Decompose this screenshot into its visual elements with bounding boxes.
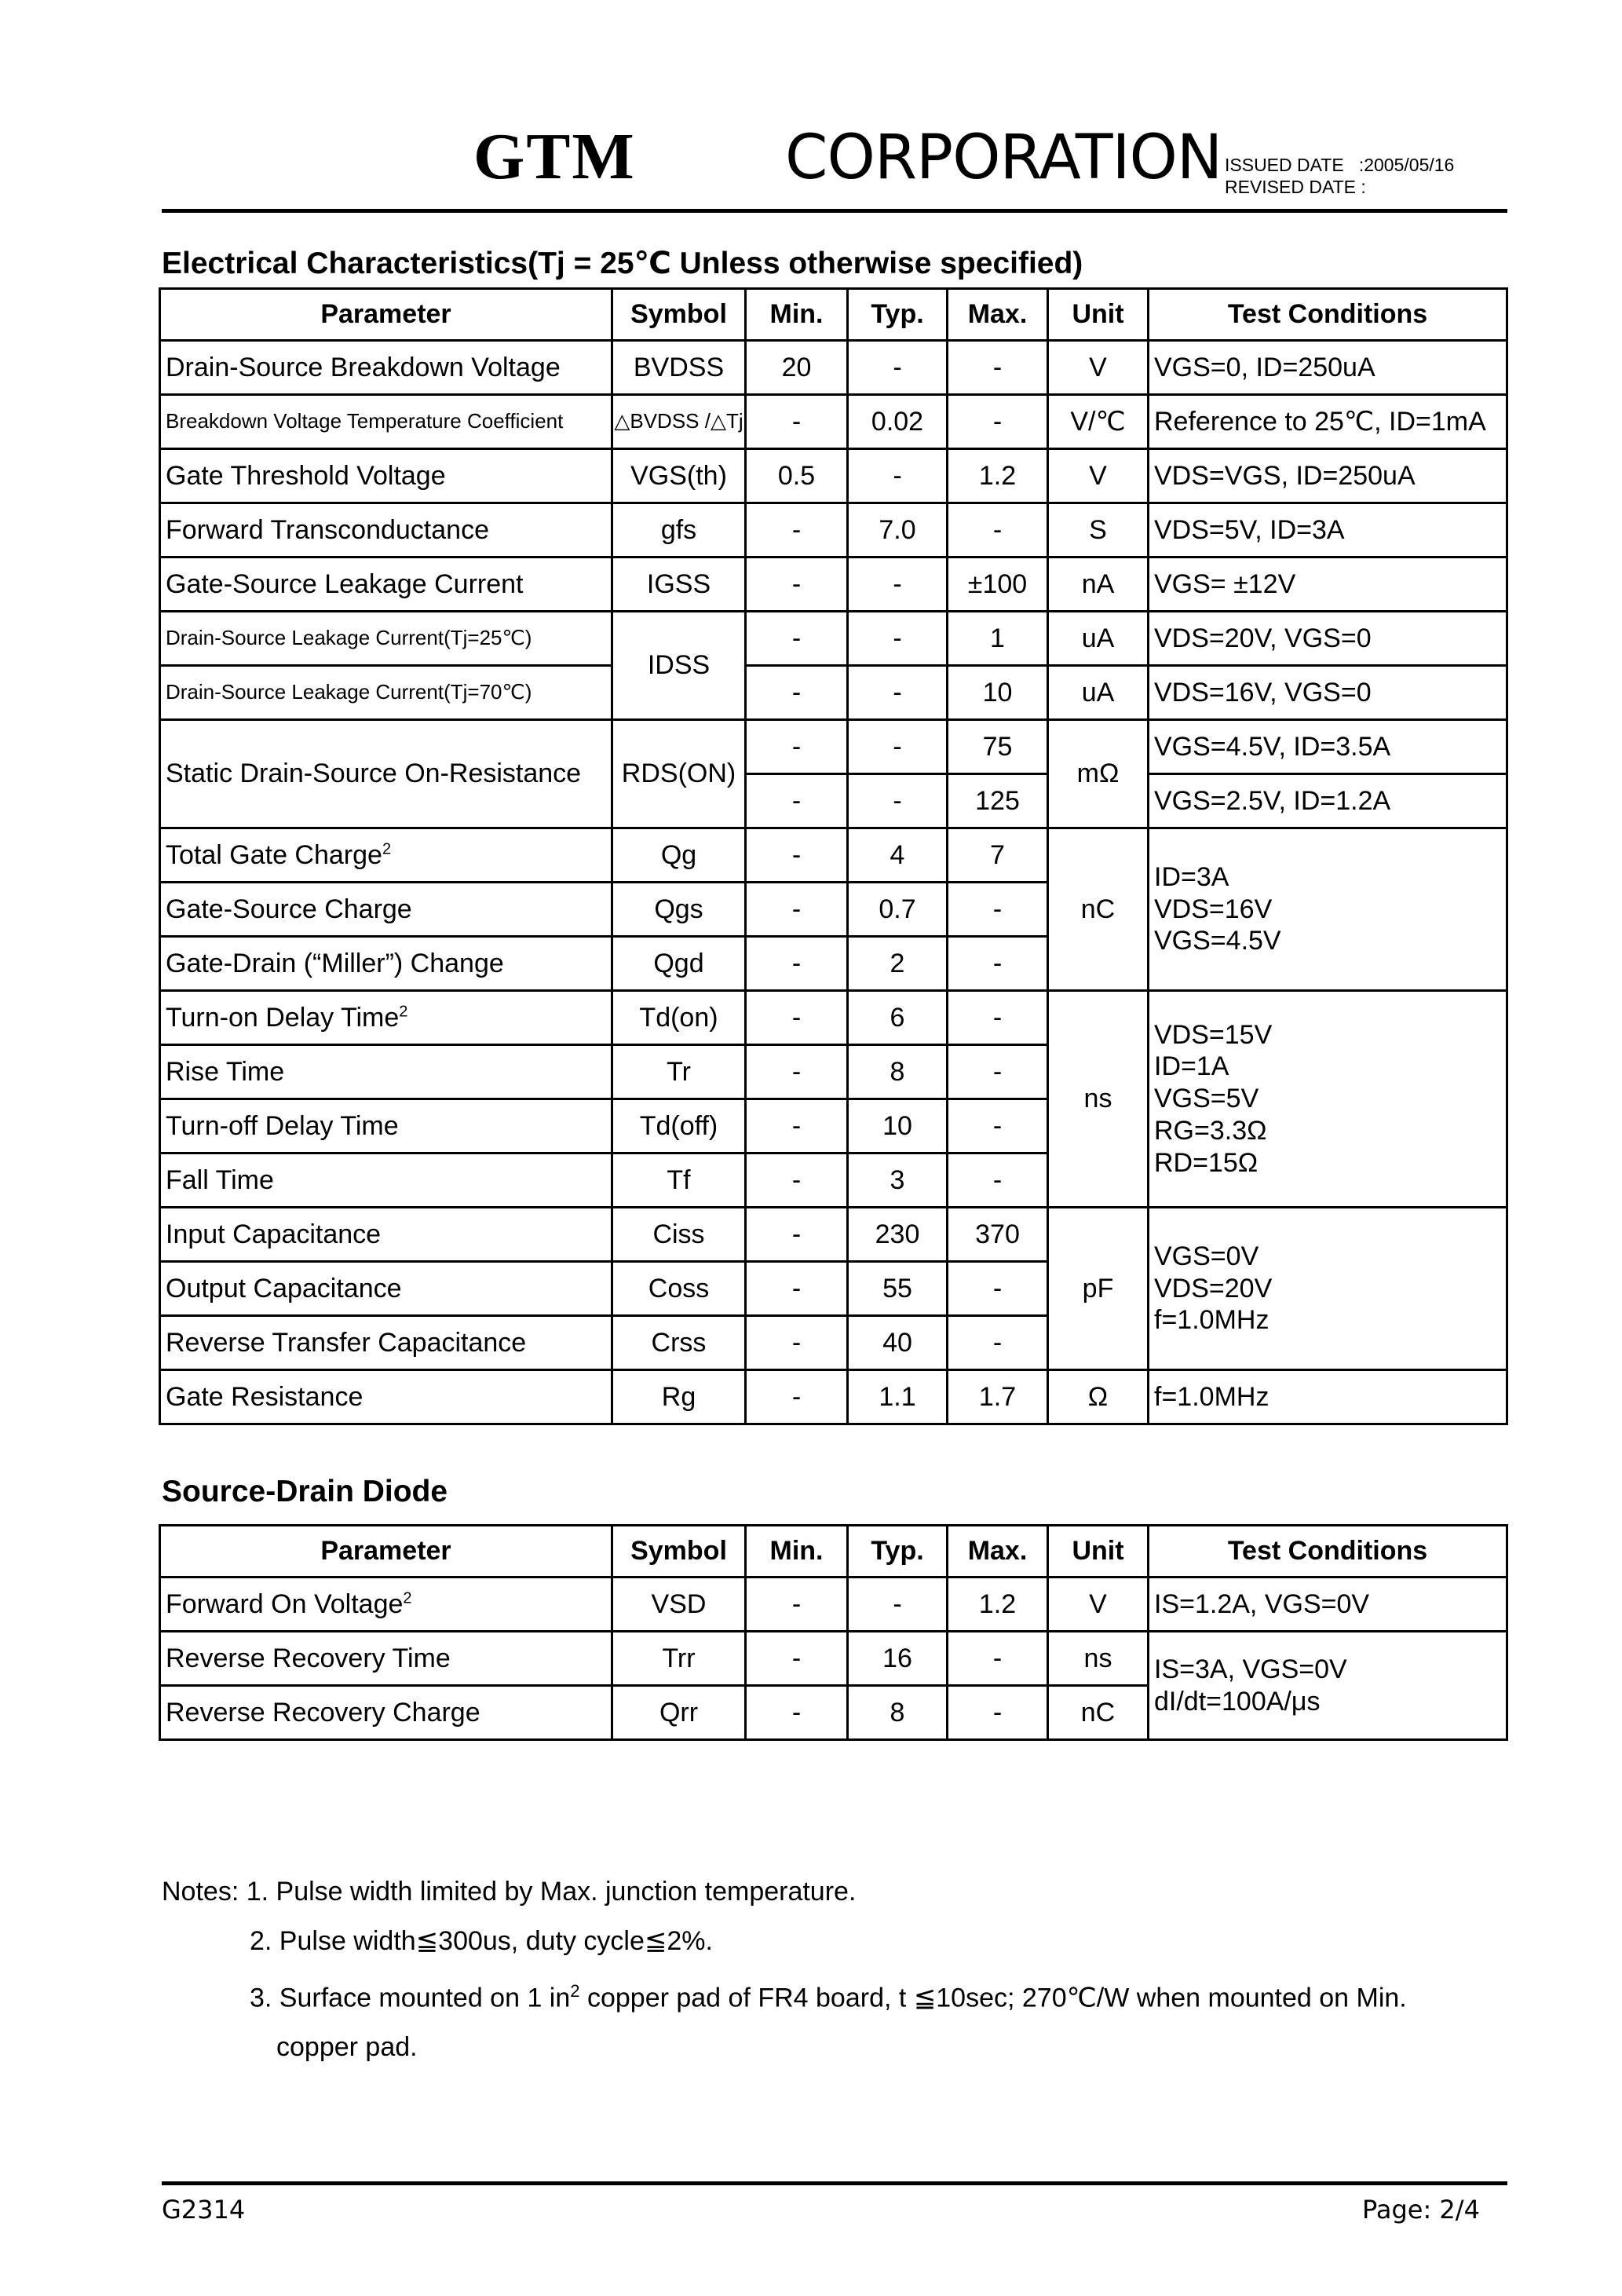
max-cell: - <box>948 991 1048 1045</box>
corporation-label: CORPORATION <box>785 122 1222 193</box>
min-cell: - <box>746 774 848 828</box>
typ-cell: 3 <box>848 1153 948 1208</box>
unit-cell: V/℃ <box>1048 395 1149 449</box>
max-cell: - <box>948 395 1048 449</box>
max-cell: 10 <box>948 666 1048 720</box>
unit-cell: mΩ <box>1048 720 1149 828</box>
symbol-cell: Qg <box>612 828 746 883</box>
param-cell: Drain-Source Leakage Current(Tj=25℃) <box>160 612 612 666</box>
min-cell: - <box>746 1632 848 1686</box>
min-cell: 0.5 <box>746 449 848 503</box>
symbol-cell: RDS(ON) <box>612 720 746 828</box>
condition-line: VDS=20V <box>1154 1273 1273 1303</box>
min-cell: - <box>746 1316 848 1370</box>
max-cell: 75 <box>948 720 1048 774</box>
min-cell: - <box>746 828 848 883</box>
table-row <box>160 666 1507 720</box>
condition-line: ID=1A <box>1154 1051 1229 1082</box>
condition-line: VDS=15V <box>1154 1019 1273 1050</box>
typ-cell: 6 <box>848 991 948 1045</box>
param-cell: Gate-Source Leakage Current <box>160 558 612 612</box>
min-cell: - <box>746 1208 848 1262</box>
unit-cell: V <box>1048 341 1149 395</box>
max-cell: - <box>948 1262 1048 1316</box>
typ-cell: 1.1 <box>848 1370 948 1424</box>
typ-cell: - <box>848 666 948 720</box>
param-cell: Drain-Source Breakdown Voltage <box>160 341 612 395</box>
condition-line: dI/dt=100A/μs <box>1154 1686 1321 1717</box>
table-row <box>160 1370 1507 1424</box>
max-cell: 370 <box>948 1208 1048 1262</box>
issued-date: ISSUED DATE :2005/05/16 <box>1225 155 1455 175</box>
param-cell: Reverse Transfer Capacitance <box>160 1316 612 1370</box>
condition-cell: VGS=4.5V, ID=3.5A <box>1149 720 1507 774</box>
footnote-ref: 2 <box>403 1589 412 1607</box>
col-header-symbol: Symbol <box>612 289 746 341</box>
condition-cell: f=1.0MHz <box>1149 1370 1507 1424</box>
typ-cell: 230 <box>848 1208 948 1262</box>
param-text: Total Gate Charge <box>166 839 382 870</box>
max-cell: - <box>948 883 1048 937</box>
min-cell: - <box>746 1686 848 1740</box>
min-cell: - <box>746 720 848 774</box>
symbol-cell: Td(on) <box>612 991 746 1045</box>
company-logo: GTM <box>473 120 636 193</box>
notes-block <box>162 1867 1407 2072</box>
symbol-cell: Td(off) <box>612 1099 746 1153</box>
min-cell: - <box>746 991 848 1045</box>
condition-cell: VGS=0, ID=250uA <box>1149 341 1507 395</box>
note-3-continuation: copper pad. <box>276 2032 418 2063</box>
condition-line: ID=3A <box>1154 861 1229 892</box>
typ-cell: 7.0 <box>848 503 948 558</box>
max-cell: 1.2 <box>948 449 1048 503</box>
section-title-electrical: Electrical Characteristics(Tj = 25℃ Unless otherwise specified) <box>162 247 1083 280</box>
note-3-superscript: 2 <box>570 1981 580 2001</box>
table-header-row <box>160 289 1507 341</box>
col-header-unit: Unit <box>1048 289 1149 341</box>
table-row <box>160 395 1507 449</box>
condition-line: RD=15Ω <box>1154 1147 1259 1178</box>
min-cell: - <box>746 503 848 558</box>
typ-cell: 10 <box>848 1099 948 1153</box>
part-number: G2314 <box>162 2195 246 2225</box>
typ-cell: 0.02 <box>848 395 948 449</box>
param-cell: Output Capacitance <box>160 1262 612 1316</box>
min-cell: - <box>746 1262 848 1316</box>
min-cell: - <box>746 1578 848 1632</box>
condition-cell <box>1149 1208 1507 1370</box>
typ-cell: - <box>848 774 948 828</box>
symbol-cell: Coss <box>612 1262 746 1316</box>
param-cell: Turn-off Delay Time <box>160 1099 612 1153</box>
symbol-cell: Qrr <box>612 1686 746 1740</box>
param-cell: Input Capacitance <box>160 1208 612 1262</box>
min-cell: - <box>746 937 848 991</box>
symbol-cell: Crss <box>612 1316 746 1370</box>
col-header-parameter: Parameter <box>160 1526 612 1578</box>
table-row <box>160 1578 1507 1632</box>
col-header-typ: Typ. <box>848 1526 948 1578</box>
symbol-cell: △BVDSS /△Tj <box>612 395 746 449</box>
condition-cell: VDS=16V, VGS=0 <box>1149 666 1507 720</box>
condition-cell <box>1149 991 1507 1208</box>
unit-cell: ns <box>1048 991 1149 1208</box>
param-cell: Gate-Source Charge <box>160 883 612 937</box>
max-cell: 1.7 <box>948 1370 1048 1424</box>
symbol-cell: BVDSS <box>612 341 746 395</box>
param-cell: Rise Time <box>160 1045 612 1099</box>
param-cell: Forward Transconductance <box>160 503 612 558</box>
param-cell <box>160 828 612 883</box>
symbol-cell: Rg <box>612 1370 746 1424</box>
condition-cell: VDS=VGS, ID=250uA <box>1149 449 1507 503</box>
typ-cell: - <box>848 449 948 503</box>
condition-line: VGS=5V <box>1154 1084 1259 1114</box>
condition-line: IS=3A, VGS=0V <box>1154 1654 1347 1684</box>
unit-cell: nA <box>1048 558 1149 612</box>
electrical-characteristics-table <box>159 287 1508 1425</box>
param-text: Forward On Voltage <box>166 1589 404 1619</box>
col-header-test-conditions: Test Conditions <box>1149 289 1507 341</box>
unit-cell: S <box>1048 503 1149 558</box>
symbol-cell: IGSS <box>612 558 746 612</box>
min-cell: - <box>746 666 848 720</box>
unit-cell: uA <box>1048 612 1149 666</box>
min-cell: - <box>746 558 848 612</box>
unit-cell: nC <box>1048 1686 1149 1740</box>
table-row <box>160 341 1507 395</box>
param-cell: Static Drain-Source On-Resistance <box>160 720 612 828</box>
unit-cell: ns <box>1048 1632 1149 1686</box>
section-title-source-drain-diode: Source-Drain Diode <box>162 1475 448 1508</box>
min-cell: - <box>746 395 848 449</box>
max-cell: 125 <box>948 774 1048 828</box>
col-header-min: Min. <box>746 289 848 341</box>
table-row <box>160 612 1507 666</box>
note-2: 2. Pulse width≦300us, duty cycle≦2%. <box>250 1926 713 1956</box>
max-cell: - <box>948 937 1048 991</box>
note-1: Notes: 1. Pulse width limited by Max. junction temperature. <box>162 1877 857 1907</box>
param-cell: Reverse Recovery Time <box>160 1632 612 1686</box>
unit-cell: Ω <box>1048 1370 1149 1424</box>
min-cell: - <box>746 1045 848 1099</box>
col-header-typ: Typ. <box>848 289 948 341</box>
table-row <box>160 720 1507 774</box>
page-number: Page: 2/4 <box>1362 2195 1480 2225</box>
symbol-cell: Qgd <box>612 937 746 991</box>
symbol-cell: IDSS <box>612 612 746 720</box>
typ-cell: 2 <box>848 937 948 991</box>
max-cell: 1 <box>948 612 1048 666</box>
col-header-max: Max. <box>948 289 1048 341</box>
symbol-cell: VGS(th) <box>612 449 746 503</box>
param-cell: Gate Threshold Voltage <box>160 449 612 503</box>
note-3-rest: copper pad of FR4 board, t ≦10sec; 270℃/W when mounted on Min. <box>579 1983 1407 2013</box>
typ-cell: 55 <box>848 1262 948 1316</box>
condition-cell: VDS=20V, VGS=0 <box>1149 612 1507 666</box>
condition-line: f=1.0MHz <box>1154 1305 1269 1336</box>
footer-rule <box>162 2181 1507 2185</box>
max-cell: - <box>948 503 1048 558</box>
condition-line: VGS=4.5V <box>1154 926 1281 956</box>
typ-cell: 16 <box>848 1632 948 1686</box>
symbol-cell: Tr <box>612 1045 746 1099</box>
min-cell: - <box>746 1153 848 1208</box>
param-cell: Breakdown Voltage Temperature Coefficient <box>160 395 612 449</box>
condition-cell: VGS= ±12V <box>1149 558 1507 612</box>
param-text: Turn-on Delay Time <box>166 1002 400 1033</box>
typ-cell: 8 <box>848 1686 948 1740</box>
col-header-min: Min. <box>746 1526 848 1578</box>
symbol-cell: Trr <box>612 1632 746 1686</box>
symbol-cell: Qgs <box>612 883 746 937</box>
condition-line: VGS=0V <box>1154 1241 1259 1271</box>
max-cell: ±100 <box>948 558 1048 612</box>
table-row <box>160 1632 1507 1686</box>
param-cell: Reverse Recovery Charge <box>160 1686 612 1740</box>
max-cell: - <box>948 1686 1048 1740</box>
param-cell: Fall Time <box>160 1153 612 1208</box>
typ-cell: 40 <box>848 1316 948 1370</box>
typ-cell: - <box>848 341 948 395</box>
param-cell <box>160 1578 612 1632</box>
col-header-test-conditions: Test Conditions <box>1149 1526 1507 1578</box>
typ-cell: - <box>848 612 948 666</box>
min-cell: - <box>746 612 848 666</box>
param-cell: Gate-Drain (“Miller”) Change <box>160 937 612 991</box>
condition-cell: VGS=2.5V, ID=1.2A <box>1149 774 1507 828</box>
typ-cell: - <box>848 558 948 612</box>
issue-dates <box>1225 154 1454 198</box>
unit-cell: V <box>1048 1578 1149 1632</box>
table-row <box>160 1208 1507 1262</box>
table-row <box>160 449 1507 503</box>
max-cell: - <box>948 1045 1048 1099</box>
max-cell: - <box>948 1316 1048 1370</box>
typ-cell: 8 <box>848 1045 948 1099</box>
condition-line: RG=3.3Ω <box>1154 1115 1267 1146</box>
note-3 <box>162 1966 1407 2023</box>
max-cell: - <box>948 1632 1048 1686</box>
col-header-symbol: Symbol <box>612 1526 746 1578</box>
note-3-text: 3. Surface mounted on 1 in <box>250 1983 571 2013</box>
table-row <box>160 503 1507 558</box>
condition-cell <box>1149 1632 1507 1740</box>
revised-date: REVISED DATE : <box>1225 177 1366 197</box>
condition-cell <box>1149 828 1507 991</box>
symbol-cell: Tf <box>612 1153 746 1208</box>
table-row <box>160 558 1507 612</box>
condition-cell: Reference to 25℃, ID=1mA <box>1149 395 1507 449</box>
min-cell: - <box>746 883 848 937</box>
min-cell: - <box>746 1099 848 1153</box>
footnote-ref: 2 <box>399 1003 408 1021</box>
header-rule <box>162 209 1507 213</box>
col-header-parameter: Parameter <box>160 289 612 341</box>
condition-line: VDS=16V <box>1154 894 1273 924</box>
min-cell: 20 <box>746 341 848 395</box>
max-cell: 7 <box>948 828 1048 883</box>
typ-cell: - <box>848 720 948 774</box>
col-header-unit: Unit <box>1048 1526 1149 1578</box>
typ-cell: - <box>848 1578 948 1632</box>
source-drain-diode-table <box>159 1524 1508 1741</box>
max-cell: - <box>948 341 1048 395</box>
condition-cell: VDS=5V, ID=3A <box>1149 503 1507 558</box>
table-row <box>160 828 1507 883</box>
param-cell <box>160 991 612 1045</box>
symbol-cell: VSD <box>612 1578 746 1632</box>
typ-cell: 0.7 <box>848 883 948 937</box>
typ-cell: 4 <box>848 828 948 883</box>
max-cell: - <box>948 1153 1048 1208</box>
symbol-cell: gfs <box>612 503 746 558</box>
footnote-ref: 2 <box>382 840 392 858</box>
table-header-row <box>160 1526 1507 1578</box>
table-row <box>160 991 1507 1045</box>
param-cell: Drain-Source Leakage Current(Tj=70℃) <box>160 666 612 720</box>
max-cell: - <box>948 1099 1048 1153</box>
param-cell: Gate Resistance <box>160 1370 612 1424</box>
unit-cell: V <box>1048 449 1149 503</box>
max-cell: 1.2 <box>948 1578 1048 1632</box>
unit-cell: pF <box>1048 1208 1149 1370</box>
symbol-cell: Ciss <box>612 1208 746 1262</box>
min-cell: - <box>746 1370 848 1424</box>
unit-cell: uA <box>1048 666 1149 720</box>
unit-cell: nC <box>1048 828 1149 991</box>
col-header-max: Max. <box>948 1526 1048 1578</box>
condition-cell: IS=1.2A, VGS=0V <box>1149 1578 1507 1632</box>
